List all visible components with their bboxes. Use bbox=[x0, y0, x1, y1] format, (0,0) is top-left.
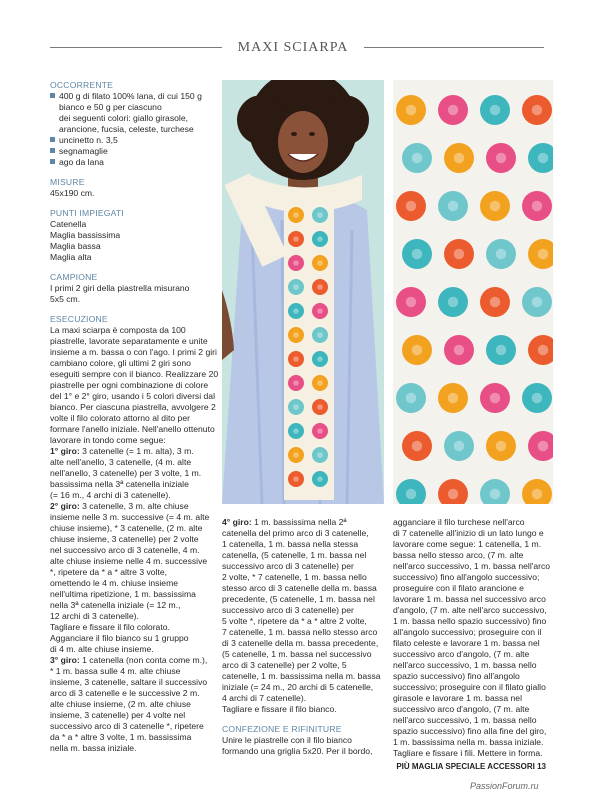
esecuzione-line: volte il filo colorato attorno al dito per bbox=[50, 413, 190, 423]
giro-4-text: catenelle, 1 m. bassissima nella m. bassa bbox=[222, 671, 381, 681]
giro-2-text: nell'ultima ripetizione, 1 m. bassissima bbox=[50, 589, 196, 599]
page-number: 13 bbox=[537, 762, 546, 771]
occorrente-item bbox=[50, 113, 216, 124]
tile-center bbox=[448, 105, 459, 116]
tile-center bbox=[293, 308, 299, 314]
giro-4-line bbox=[222, 649, 384, 660]
giro-3-text: 1 catenella (non conta come m.), bbox=[79, 655, 208, 665]
bordo-line: bassa nello stesso arco, (7 m. alte bbox=[393, 550, 524, 560]
tile-center bbox=[454, 441, 465, 452]
tile-center bbox=[317, 428, 323, 434]
giro-4-line bbox=[222, 660, 384, 671]
giro-3-line bbox=[50, 666, 216, 677]
tile-center bbox=[317, 308, 323, 314]
giro-2-text: chiuse insieme), * 3 catenelle, (2 m. alte bbox=[50, 523, 203, 533]
tile-center bbox=[538, 153, 549, 164]
giro-2-label: 2° giro: bbox=[50, 501, 80, 511]
giro-4-line bbox=[222, 616, 384, 627]
header-rule-left bbox=[50, 47, 222, 48]
bordo-line: lavorare 1 m. bassa nel successivo arco bbox=[393, 594, 546, 604]
giro-1-line bbox=[50, 457, 216, 468]
occorrente-item bbox=[50, 102, 216, 113]
bordo-line: Tagliare e fissare i fili. Mettere in forma. bbox=[393, 748, 543, 758]
tile-center bbox=[532, 489, 543, 500]
tile-center bbox=[293, 260, 299, 266]
right-column bbox=[393, 517, 551, 759]
giro-4-text: iniziale (= 24 m., 20 archi di 5 catenelle, bbox=[222, 682, 374, 692]
giro-1-line bbox=[50, 446, 216, 457]
bordo-line: successivo arco d'angolo, (7 m. alte bbox=[393, 704, 530, 714]
giro-2-line bbox=[50, 589, 216, 600]
middle-column bbox=[222, 517, 384, 757]
giro-4-text: 4 archi di 7 catenelle). bbox=[222, 693, 307, 703]
giro-2-text: Agganciare il filo bianco su 1 gruppo bbox=[50, 633, 189, 643]
occorrente-text: uncinetto n. 3,5 bbox=[59, 135, 118, 145]
tile-center bbox=[538, 441, 549, 452]
bordo-line: filato celeste e lavorare 1 m. bassa nel bbox=[393, 638, 540, 648]
tile-center bbox=[532, 105, 543, 116]
giro-1-text: 3 catenelle (= 1 m. alta), 3 m. bbox=[79, 446, 194, 456]
scarf-detail-photo bbox=[393, 80, 553, 504]
tile-center bbox=[317, 260, 323, 266]
bullet-icon bbox=[50, 159, 55, 164]
esecuzione-line: cambiano colore, gli ultimi 2 giri sono bbox=[50, 358, 191, 368]
tile-center bbox=[293, 212, 299, 218]
bordo-line: d'angolo, (7 m. alte nell'arco successivo, bbox=[393, 605, 547, 615]
giro-4-line bbox=[222, 638, 384, 649]
bordo-line: spazio successivo) fino alla fine del giro, bbox=[393, 726, 547, 736]
misure-value: 45x190 cm. bbox=[50, 188, 95, 198]
giro-2-text: chiuse insieme, 3 catenelle) per 2 volte bbox=[50, 534, 199, 544]
tile-center bbox=[496, 345, 507, 356]
giro-4-line bbox=[222, 539, 384, 550]
occorrente-text: ago da lana bbox=[59, 157, 104, 167]
occorrente-list bbox=[50, 91, 216, 168]
tile-center bbox=[538, 249, 549, 260]
occorrente-heading: OCCORRENTE bbox=[50, 80, 114, 90]
giro-2-line bbox=[50, 512, 216, 523]
giro-2-line bbox=[50, 545, 216, 556]
tile-center bbox=[532, 201, 543, 212]
giro-3-text: arco di 3 catenelle e le successive 2 m. bbox=[50, 688, 200, 698]
tile-center bbox=[496, 153, 507, 164]
giro-4-line bbox=[222, 517, 384, 528]
giro-2-line bbox=[50, 633, 216, 644]
giro-2-line bbox=[50, 556, 216, 567]
tile-center bbox=[317, 452, 323, 458]
giro-2-text: di 4 m. alte chiuse insieme. bbox=[50, 644, 154, 654]
occorrente-item bbox=[50, 146, 216, 157]
confezione-heading: CONFEZIONE E RIFINITURE bbox=[222, 724, 342, 734]
tile-center bbox=[406, 105, 417, 116]
giro-1-label: 1° giro: bbox=[50, 446, 80, 456]
tile-center bbox=[293, 476, 299, 482]
confezione-line: Unire le piastrelle con il filo bianco bbox=[222, 735, 352, 745]
giro-4-line bbox=[222, 682, 384, 693]
campione-line: 5x5 cm. bbox=[50, 294, 81, 304]
giro-4-text: 2 volte, * 7 catenelle, 1 m. bassa nello bbox=[222, 572, 367, 582]
giro-3-text: * 1 m. bassa sulle 4 m. alte chiuse bbox=[50, 666, 181, 676]
giro-2-line bbox=[50, 501, 216, 512]
bordo-line: nell'arco successivo, 1 m. bassa nello bbox=[393, 660, 537, 670]
giro-2-line bbox=[50, 567, 216, 578]
giro-4-text: di 3 catenelle della m. bassa precedente, bbox=[222, 638, 379, 648]
tile-center bbox=[317, 404, 323, 410]
tile-center bbox=[490, 393, 501, 404]
giro-3-line bbox=[50, 688, 216, 699]
bordo-line: successivo arco d'angolo, (7 m. alte bbox=[393, 649, 530, 659]
bordo-line: successivo) fino all'angolo successivo; bbox=[393, 572, 540, 582]
giro-3-label: 3° giro: bbox=[50, 655, 80, 665]
bordo-line: nell'arco successivo, 1 m. bassa nell'arco bbox=[393, 561, 551, 571]
giro-3-text: insieme, 3 catenelle) per 4 volte nel bbox=[50, 710, 186, 720]
campione-section bbox=[50, 272, 216, 305]
tile-center bbox=[448, 201, 459, 212]
tile-center bbox=[317, 284, 323, 290]
giro-4-text: stesso arco di 3 catenelle della m. bassa bbox=[222, 583, 377, 593]
giro-2-text: alte chiuse insieme nelle 4 m. successive bbox=[50, 556, 208, 566]
punti-section bbox=[50, 208, 216, 263]
occorrente-text: arancione, fucsia, celeste, turchese bbox=[59, 124, 194, 134]
punto-item: Maglia bassissima bbox=[50, 230, 121, 240]
tile-center bbox=[490, 105, 501, 116]
tile-center bbox=[490, 297, 501, 308]
tile-center bbox=[317, 212, 323, 218]
esecuzione-line: piastrelle per ogni combinazione di colore bbox=[50, 380, 209, 390]
tile-center bbox=[406, 489, 417, 500]
giro-1-text: (= 16 m., 4 archi di 3 catenelle). bbox=[50, 490, 171, 500]
giro-4-line bbox=[222, 572, 384, 583]
occorrente-text: 400 g di filato 100% lana, di cui 150 g bbox=[59, 91, 202, 101]
giro-4-text bbox=[222, 517, 384, 715]
giro-1-line bbox=[50, 479, 216, 490]
giro-2-text bbox=[50, 501, 216, 655]
giro-3-line bbox=[50, 743, 216, 754]
giro-4-line bbox=[222, 627, 384, 638]
giro-4-line bbox=[222, 583, 384, 594]
tile-center bbox=[293, 452, 299, 458]
bordo-line: successivo; proseguire con il filato giallo bbox=[393, 682, 546, 692]
giro-3-text: insieme, 3 catenelle, saltare il successivo bbox=[50, 677, 208, 687]
giro-3-text: nella m. bassa iniziale. bbox=[50, 743, 137, 753]
giro-2-text: omettendo le 4 m. chiuse insieme bbox=[50, 578, 179, 588]
giro-1-text: bassissima nella 3ª catenella iniziale bbox=[50, 479, 189, 489]
giro-4-text: (5 catenelle, 1 m. bassa nel successivo bbox=[222, 649, 372, 659]
esecuzione-line: bianco. Per ciascuna piastrella, avvolgere 2 bbox=[50, 402, 216, 412]
tile-center bbox=[293, 332, 299, 338]
bordo-line: proseguire con il filato arancione e bbox=[393, 583, 524, 593]
esecuzione-text bbox=[50, 325, 219, 446]
giro-4-text: 7 catenelle, 1 m. bassa nello stesso arco bbox=[222, 627, 378, 637]
bordo-line: nell'arco successivo, 1 m. bassa nello bbox=[393, 715, 537, 725]
bullet-icon bbox=[50, 137, 55, 142]
giro-1-text: nell'anello, 3 catenelle) per 3 volte, 1 m. bbox=[50, 468, 202, 478]
tile-center bbox=[293, 236, 299, 242]
giro-4-label: 4° giro: bbox=[222, 517, 252, 527]
tile-center bbox=[454, 249, 465, 260]
giro-4-line bbox=[222, 528, 384, 539]
giro-4-line bbox=[222, 561, 384, 572]
esecuzione-heading: ESECUZIONE bbox=[50, 314, 108, 324]
tile-center bbox=[317, 356, 323, 362]
tile-center bbox=[293, 356, 299, 362]
giro-4-text: catenella, (5 catenelle, 1 m. bassa nel bbox=[222, 550, 367, 560]
giro-1-line bbox=[50, 490, 216, 501]
punti-heading: PUNTI IMPIEGATI bbox=[50, 208, 124, 218]
giro-4-line bbox=[222, 693, 384, 704]
tile-center bbox=[317, 332, 323, 338]
giro-3-text bbox=[50, 655, 216, 754]
punto-item: Catenella bbox=[50, 219, 87, 229]
tile-center bbox=[412, 249, 423, 260]
punto-item: Maglia bassa bbox=[50, 241, 101, 251]
giro-2-text: nella 3ª catenella iniziale (= 12 m., bbox=[50, 600, 181, 610]
bullet-icon bbox=[50, 93, 55, 98]
giro-4-line bbox=[222, 550, 384, 561]
giro-4-text: precedente, (5 catenelle, 1 m. bassa nel bbox=[222, 594, 375, 604]
giro-2-line bbox=[50, 611, 216, 622]
esecuzione-line: insieme a m. bassa o con l'ago. I primi 2 giri bbox=[50, 347, 217, 357]
occorrente-text: bianco e 50 g per ciascuno bbox=[59, 102, 162, 112]
giro-4-text: arco di 3 catenelle) per 2 volte, 5 bbox=[222, 660, 347, 670]
tile-center bbox=[293, 404, 299, 410]
page-footer bbox=[393, 762, 546, 771]
giro-2-line bbox=[50, 534, 216, 545]
campione-line: I primi 2 giri della piastrella misurano bbox=[50, 283, 190, 293]
esecuzione-line: piastrelle, lavorate separatamente e unite bbox=[50, 336, 208, 346]
model-photo bbox=[222, 80, 384, 504]
giro-2-text: *, ripetere da * a * altre 3 volte, bbox=[50, 567, 168, 577]
tile-center bbox=[448, 297, 459, 308]
esecuzione-line: La maxi sciarpa è composta da 100 bbox=[50, 325, 186, 335]
giro-4-text: 5 volte *, ripetere da * a * altre 2 volte, bbox=[222, 616, 367, 626]
occorrente-item bbox=[50, 91, 216, 102]
giro-1-text: alte nell'anello, 3 catenelle, (4 m. alte bbox=[50, 457, 192, 467]
bullet-icon bbox=[50, 148, 55, 153]
giro-2-text: nel successivo arco di 3 catenelle, 4 m. bbox=[50, 545, 200, 555]
giro-4-text: successivo arco di 3 catenelle) per bbox=[222, 561, 354, 571]
tile-center bbox=[412, 441, 423, 452]
tile-center bbox=[532, 393, 543, 404]
esecuzione-section bbox=[50, 314, 219, 754]
giro-4-text: catenella del primo arco di 3 catenelle, bbox=[222, 528, 369, 538]
bordo-line: girasole e lavorare 1 m. bassa nel bbox=[393, 693, 522, 703]
esecuzione-line: del 1° e 2° giro, usando i 5 colori diversi dal bbox=[50, 391, 215, 401]
header-rule-right bbox=[364, 47, 544, 48]
misure-section bbox=[50, 177, 216, 199]
giro-3-text: alte chiuse insieme, (2 m. alte chiuse bbox=[50, 699, 191, 709]
giro-2-text: 12 archi di 3 catenelle). bbox=[50, 611, 139, 621]
occorrente-item bbox=[50, 124, 216, 135]
giro-3-text: da * a * altre 3 volte, 1 m. bassissima bbox=[50, 732, 192, 742]
tile-center bbox=[490, 489, 501, 500]
occorrente-text: dei seguenti colori: giallo girasole, bbox=[59, 113, 188, 123]
tile-center bbox=[317, 380, 323, 386]
bordo-text bbox=[393, 517, 551, 759]
tile-center bbox=[454, 345, 465, 356]
giro-2-text: 3 catenelle, 3 m. alte chiuse bbox=[79, 501, 189, 511]
giro-3-line bbox=[50, 677, 216, 688]
giro-4-text: successivo arco di 3 catenelle) per bbox=[222, 605, 354, 615]
bordo-line: di 7 catenelle all'inizio di un lato lungo e bbox=[393, 528, 544, 538]
giro-4-line bbox=[222, 594, 384, 605]
bordo-line: 1 m. bassissima nella m. bassa iniziale. bbox=[393, 737, 544, 747]
giro-3-line bbox=[50, 732, 216, 743]
occorrente-section bbox=[50, 80, 216, 168]
occorrente-item bbox=[50, 157, 216, 168]
giro-2-text: Tagliare e fissare il filo colorato. bbox=[50, 622, 170, 632]
tile-center bbox=[293, 380, 299, 386]
tile-center bbox=[412, 153, 423, 164]
esecuzione-line: eseguiti sempre con il bianco. Realizzare 20 bbox=[50, 369, 219, 379]
bordo-line: agganciare il filo turchese nell'arco bbox=[393, 517, 525, 527]
left-column bbox=[50, 80, 219, 754]
tile-center bbox=[317, 476, 323, 482]
page-title: MAXI SCIARPA bbox=[237, 40, 349, 55]
giro-4-text: 1 catenella, 1 m. bassa nella stessa bbox=[222, 539, 359, 549]
giro-4-text: Tagliare e fissare il filo bianco. bbox=[222, 704, 337, 714]
giro-2-text: insieme nelle 3 m. successive (= 4 m. alte bbox=[50, 512, 210, 522]
tile-center bbox=[454, 153, 465, 164]
tile-center bbox=[317, 236, 323, 242]
tile-center bbox=[496, 441, 507, 452]
giro-3-line bbox=[50, 699, 216, 710]
giro-2-line bbox=[50, 578, 216, 589]
tile-center bbox=[293, 428, 299, 434]
misure-heading: MISURE bbox=[50, 177, 85, 187]
giro-4-line bbox=[222, 671, 384, 682]
giro-2-line bbox=[50, 600, 216, 611]
tile-center bbox=[293, 284, 299, 290]
tile-center bbox=[496, 249, 507, 260]
campione-heading: CAMPIONE bbox=[50, 272, 98, 282]
giro-1-line bbox=[50, 468, 216, 479]
bordo-line: 1 m. bassa nello spazio successivo) fino bbox=[393, 616, 547, 626]
giro-3-line bbox=[50, 710, 216, 721]
bordo-line: lavorare come segue: 1 catenella, 1 m. bbox=[393, 539, 542, 549]
occorrente-item bbox=[50, 135, 216, 146]
giro-2-line bbox=[50, 523, 216, 534]
tile-center bbox=[406, 393, 417, 404]
bordo-line: all'angolo successivo; proseguire con il bbox=[393, 627, 542, 637]
giro-3-line bbox=[50, 721, 216, 732]
giro-4-text: 1 m. bassissima nella 2ª bbox=[251, 517, 347, 527]
giro-1-text bbox=[50, 446, 216, 501]
tile-center bbox=[448, 489, 459, 500]
tile-center bbox=[532, 297, 543, 308]
giro-2-line bbox=[50, 622, 216, 633]
giro-4-line bbox=[222, 704, 384, 715]
esecuzione-line: lavorare in tondo come segue: bbox=[50, 435, 166, 445]
tile-center bbox=[490, 201, 501, 212]
giro-3-line bbox=[50, 655, 216, 666]
confezione-line: formando una griglia 5x20. Per il bordo, bbox=[222, 746, 373, 756]
tile-center bbox=[538, 345, 549, 356]
bordo-line: spazio successivo) fino all'angolo bbox=[393, 671, 520, 681]
esecuzione-line: formare l'anello iniziale. Nell'anello ottenuto bbox=[50, 424, 215, 434]
tile-center bbox=[406, 201, 417, 212]
occorrente-text: segnamaglie bbox=[59, 146, 108, 156]
giro-3-text: successivo arco di 3 catenelle *, ripetere bbox=[50, 721, 204, 731]
tile-center bbox=[406, 297, 417, 308]
tile-center bbox=[412, 345, 423, 356]
tile-center bbox=[448, 393, 459, 404]
magazine-name: PIÙ MAGLIA SPECIALE ACCESSORI bbox=[396, 762, 535, 771]
punto-item: Maglia alta bbox=[50, 252, 92, 262]
watermark: PassionForum.ru bbox=[470, 781, 539, 791]
giro-4-line bbox=[222, 605, 384, 616]
giro-2-line bbox=[50, 644, 216, 655]
